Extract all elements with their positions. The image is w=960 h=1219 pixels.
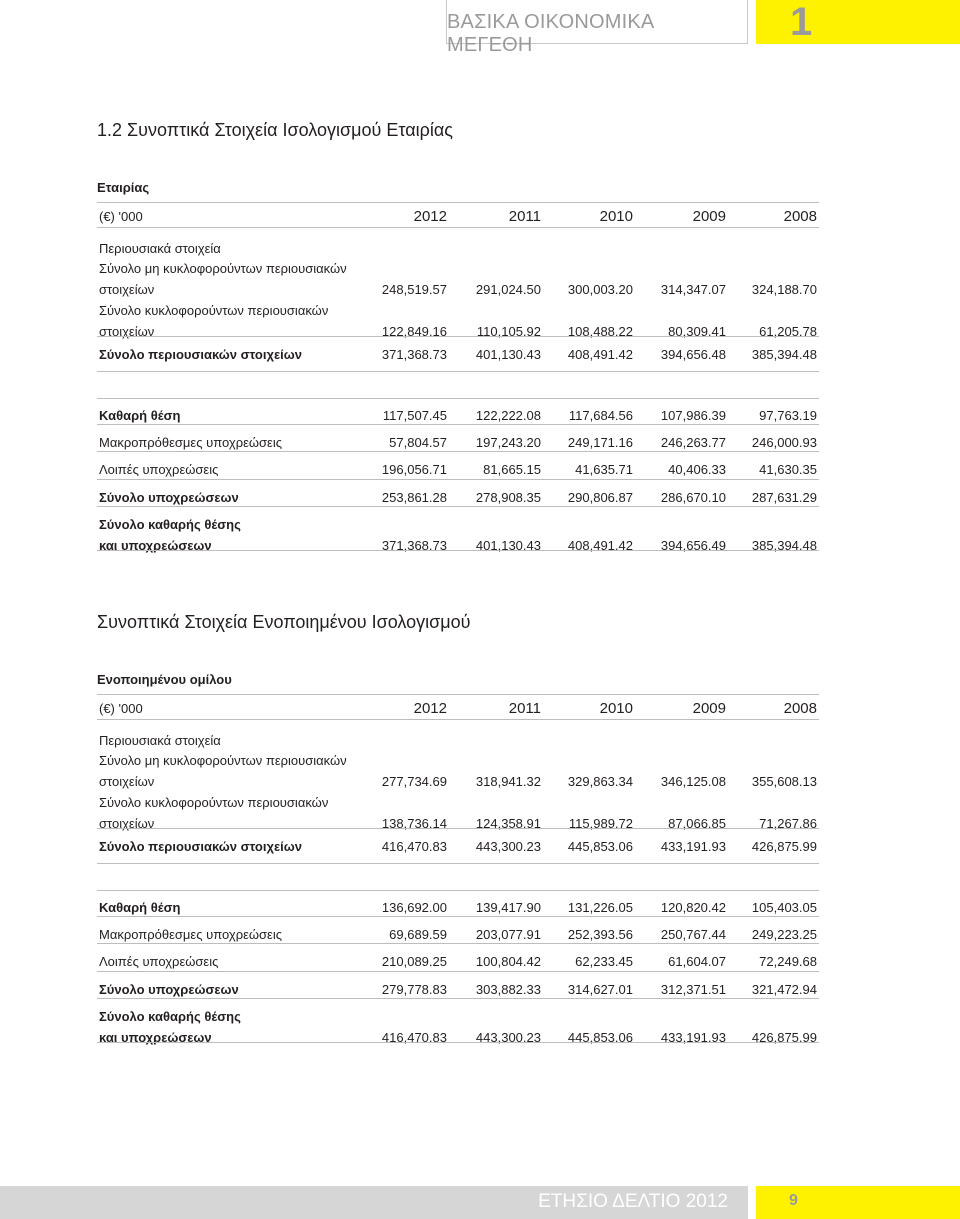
row-value: 314,347.07 xyxy=(660,282,726,297)
page-number: 9 xyxy=(789,1192,798,1209)
row-value: 41,630.35 xyxy=(759,462,817,477)
row-value: 72,249.68 xyxy=(759,954,817,969)
row-value: 346,125.08 xyxy=(660,774,726,789)
footer-report-title: ΕΤΗΣΙΟ ΔΕΛΤΙΟ 2012 xyxy=(538,1191,728,1212)
row-divider xyxy=(97,336,819,337)
row-divider xyxy=(97,424,819,425)
row-divider xyxy=(97,998,819,999)
year-header: 2008 xyxy=(783,700,817,717)
footer-page-tab xyxy=(756,1186,960,1219)
row-value: 110,105.92 xyxy=(476,324,541,339)
row-label: Σύνολο καθαρής θέσης xyxy=(99,517,241,532)
row-value: 62,233.45 xyxy=(575,954,633,969)
row-value: 100,804.42 xyxy=(475,954,541,969)
row-value: 124,358.91 xyxy=(475,816,541,831)
row-value: 40,406.33 xyxy=(668,462,726,477)
row-value: 61,604.07 xyxy=(668,954,726,969)
row-label: Μακροπρόθεσμες υποχρεώσεις xyxy=(99,435,283,450)
table-header-row xyxy=(97,202,819,228)
row-value: 131,226.05 xyxy=(567,900,633,915)
row-value: 210,089.25 xyxy=(381,954,447,969)
row-value: 324,188.70 xyxy=(751,282,817,297)
row-divider xyxy=(97,506,819,507)
row-label: Περιουσιακά στοιχεία xyxy=(99,733,221,748)
unit-label: (€) '000 xyxy=(99,701,143,716)
row-label: Καθαρή θέση xyxy=(99,900,181,915)
row-divider xyxy=(97,479,819,480)
header-section-title: ΒΑΣΙΚΑ ΟΙΚΟΝΟΜΙΚΑ ΜΕΓΕΘΗ xyxy=(447,11,654,56)
row-value: 107,986.39 xyxy=(660,408,726,423)
row-value: 433,191.93 xyxy=(660,839,726,854)
row-value: 248,519.57 xyxy=(381,282,447,297)
row-value: 277,734.69 xyxy=(381,774,447,789)
row-label: Σύνολο υποχρεώσεων xyxy=(99,982,239,997)
row-value: 81,665.15 xyxy=(483,462,541,477)
row-value: 252,393.56 xyxy=(567,927,633,942)
row-label: Σύνολο υποχρεώσεων xyxy=(99,490,239,505)
row-value: 401,130.43 xyxy=(475,538,541,553)
row-value: 371,368.73 xyxy=(381,538,447,553)
row-divider xyxy=(97,550,819,551)
footer-bar xyxy=(0,1186,748,1219)
row-value: 371,368.73 xyxy=(381,347,447,362)
row-value: 394,656.49 xyxy=(660,538,726,553)
row-value: 61,205.78 xyxy=(759,324,817,339)
row-value: 385,394.48 xyxy=(751,538,817,553)
row-label: και υποχρεώσεων xyxy=(99,1030,212,1045)
row-value: 426,875.99 xyxy=(751,1030,817,1045)
row-value: 250,767.44 xyxy=(660,927,726,942)
unit-label: (€) '000 xyxy=(99,209,143,224)
row-value: 71,267.86 xyxy=(759,816,817,831)
row-divider xyxy=(97,1042,819,1043)
company-entity-label: Εταιρίας xyxy=(97,180,150,195)
row-value: 120,820.42 xyxy=(660,900,726,915)
year-header: 2011 xyxy=(508,208,541,225)
row-value: 279,778.83 xyxy=(381,982,447,997)
row-divider xyxy=(97,916,819,917)
row-value: 87,066.85 xyxy=(668,816,726,831)
row-divider xyxy=(97,451,819,452)
row-label: και υποχρεώσεων xyxy=(99,538,212,553)
row-divider xyxy=(97,943,819,944)
row-divider xyxy=(97,398,819,399)
row-value: 197,243.20 xyxy=(475,435,541,450)
row-value: 203,077.91 xyxy=(475,927,541,942)
year-header: 2010 xyxy=(599,700,633,717)
row-value: 426,875.99 xyxy=(751,839,817,854)
row-divider xyxy=(97,371,819,372)
row-value: 394,656.48 xyxy=(660,347,726,362)
chapter-number: 1 xyxy=(790,0,813,44)
year-header: 2010 xyxy=(599,208,633,225)
row-divider xyxy=(97,863,819,864)
row-label: Σύνολο μη κυκλοφορούντων περιουσιακών xyxy=(99,753,347,768)
row-value: 321,472.94 xyxy=(751,982,817,997)
row-value: 249,223.25 xyxy=(751,927,817,942)
row-label: Λοιπές υποχρεώσεις xyxy=(99,954,219,969)
row-value: 443,300.23 xyxy=(475,839,541,854)
year-header: 2009 xyxy=(692,208,726,225)
row-value: 314,627.01 xyxy=(567,982,633,997)
row-value: 290,806.87 xyxy=(567,490,633,505)
row-value: 80,309.41 xyxy=(668,324,726,339)
row-label: Μακροπρόθεσμες υποχρεώσεις xyxy=(99,927,283,942)
row-label: στοιχείων xyxy=(99,324,155,339)
row-value: 408,491.42 xyxy=(567,538,633,553)
row-value: 108,488.22 xyxy=(567,324,633,339)
row-label: Σύνολο κυκλοφορούντων περιουσιακών xyxy=(99,795,329,810)
row-value: 445,853.06 xyxy=(567,1030,633,1045)
row-value: 291,024.50 xyxy=(475,282,541,297)
header-title-box xyxy=(446,0,748,56)
row-label: Σύνολο κυκλοφορούντων περιουσιακών xyxy=(99,303,329,318)
row-value: 97,763.19 xyxy=(759,408,817,423)
row-value: 445,853.06 xyxy=(567,839,633,854)
row-value: 329,863.34 xyxy=(567,774,633,789)
row-label: στοιχείων xyxy=(99,816,155,831)
row-value: 312,371.51 xyxy=(660,982,726,997)
row-label: Σύνολο καθαρής θέσης xyxy=(99,1009,241,1024)
row-value: 416,470.83 xyxy=(381,1030,447,1045)
row-value: 253,861.28 xyxy=(381,490,447,505)
row-value: 433,191.93 xyxy=(660,1030,726,1045)
row-value: 385,394.48 xyxy=(751,347,817,362)
year-header: 2008 xyxy=(783,208,817,225)
table-header-row xyxy=(97,694,819,720)
row-value: 408,491.42 xyxy=(567,347,633,362)
row-label: στοιχείων xyxy=(99,774,155,789)
row-value: 318,941.32 xyxy=(475,774,541,789)
row-value: 139,417.90 xyxy=(475,900,541,915)
chapter-tab xyxy=(756,0,960,44)
group-section-title: Συνοπτικά Στοιχεία Ενοποιημένου Ισολογισμού xyxy=(97,612,471,632)
row-label: Καθαρή θέση xyxy=(99,408,181,423)
row-value: 401,130.43 xyxy=(475,347,541,362)
row-label: στοιχείων xyxy=(99,282,155,297)
row-value: 57,804.57 xyxy=(389,435,447,450)
year-header: 2012 xyxy=(413,700,447,717)
row-value: 443,300.23 xyxy=(475,1030,541,1045)
row-value: 117,684.56 xyxy=(568,408,633,423)
row-value: 246,000.93 xyxy=(751,435,817,450)
row-value: 41,635.71 xyxy=(575,462,633,477)
group-entity-label: Ενοποιημένου ομίλου xyxy=(97,672,232,687)
row-divider xyxy=(97,890,819,891)
year-header: 2011 xyxy=(508,700,541,717)
row-value: 286,670.10 xyxy=(660,490,726,505)
row-value: 122,849.16 xyxy=(381,324,447,339)
row-divider xyxy=(97,971,819,972)
row-label: Σύνολο μη κυκλοφορούντων περιουσιακών xyxy=(99,261,347,276)
row-value: 303,882.33 xyxy=(475,982,541,997)
row-value: 287,631.29 xyxy=(751,490,817,505)
row-value: 246,263.77 xyxy=(660,435,726,450)
row-value: 355,608.13 xyxy=(751,774,817,789)
row-label: Σύνολο περιουσιακών στοιχείων xyxy=(99,839,302,854)
row-value: 105,403.05 xyxy=(751,900,817,915)
row-label: Σύνολο περιουσιακών στοιχείων xyxy=(99,347,302,362)
row-label: Περιουσιακά στοιχεία xyxy=(99,241,221,256)
row-value: 196,056.71 xyxy=(381,462,447,477)
row-value: 300,003.20 xyxy=(567,282,633,297)
year-header: 2012 xyxy=(413,208,447,225)
row-label: Λοιπές υποχρεώσεις xyxy=(99,462,219,477)
row-value: 69,689.59 xyxy=(389,927,447,942)
year-header: 2009 xyxy=(692,700,726,717)
row-value: 138,736.14 xyxy=(381,816,447,831)
row-value: 278,908.35 xyxy=(475,490,541,505)
row-value: 117,507.45 xyxy=(382,408,447,423)
row-value: 249,171.16 xyxy=(567,435,633,450)
row-value: 122,222.08 xyxy=(475,408,541,423)
row-value: 136,692.00 xyxy=(381,900,447,915)
row-value: 115,989.72 xyxy=(568,816,633,831)
company-section-title: 1.2 Συνοπτικά Στοιχεία Ισολογισμού Εταιρίας xyxy=(97,120,453,140)
row-divider xyxy=(97,828,819,829)
row-value: 416,470.83 xyxy=(381,839,447,854)
